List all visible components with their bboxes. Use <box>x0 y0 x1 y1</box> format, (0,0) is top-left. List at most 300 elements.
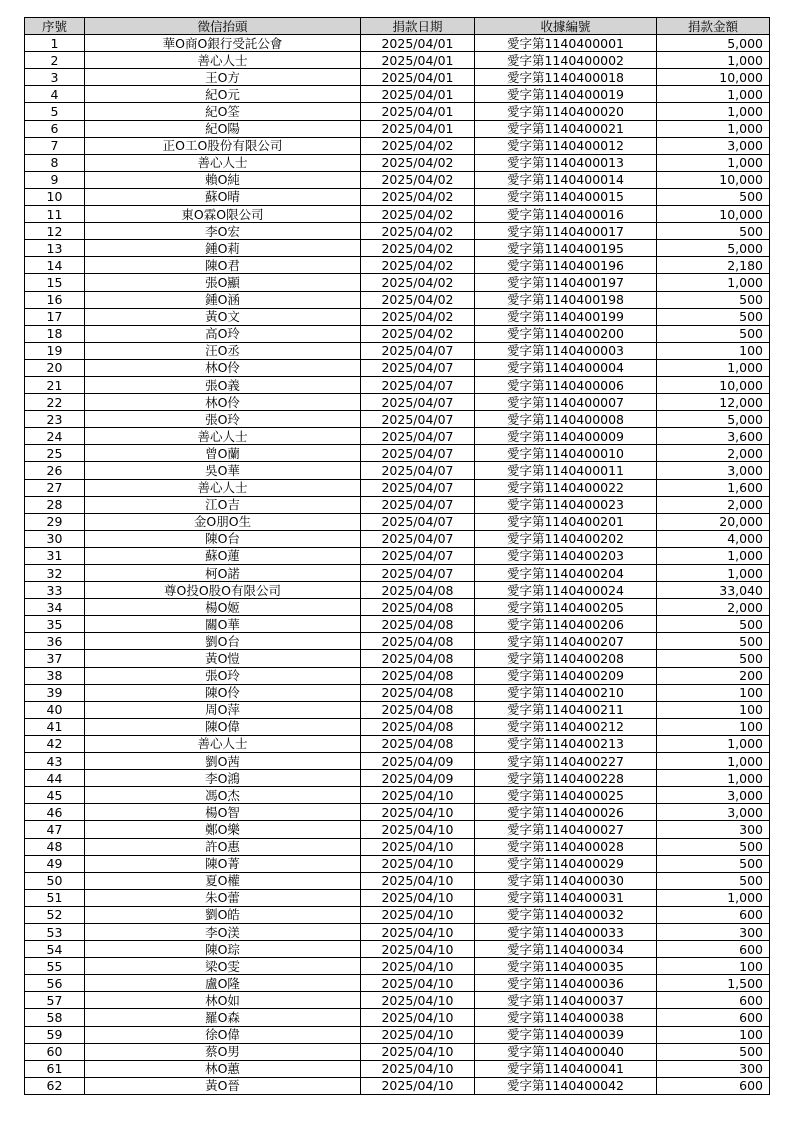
donation-amount-cell: 1,000 <box>657 154 770 171</box>
donation-amount-cell: 3,000 <box>657 462 770 479</box>
recipient-title-cell: 黃O文 <box>85 308 361 325</box>
table-row <box>25 154 770 171</box>
donation-amount-cell: 600 <box>657 1077 770 1094</box>
donation-date-cell: 2025/04/07 <box>361 513 475 530</box>
serial-number-cell: 38 <box>25 667 85 684</box>
recipient-title-cell: 柯O諾 <box>85 565 361 582</box>
recipient-title-cell: 蘇O蓮 <box>85 547 361 564</box>
donation-amount-cell: 500 <box>657 291 770 308</box>
receipt-number-cell: 愛字第1140400002 <box>475 52 657 69</box>
donation-amount-cell: 500 <box>657 223 770 240</box>
serial-number-cell: 26 <box>25 462 85 479</box>
recipient-title-cell: 江O吉 <box>85 496 361 513</box>
donation-date-cell: 2025/04/10 <box>361 992 475 1009</box>
serial-number-cell: 42 <box>25 735 85 752</box>
recipient-title-cell: 陳O台 <box>85 530 361 547</box>
donation-date-cell: 2025/04/01 <box>361 120 475 137</box>
table-row <box>25 923 770 940</box>
donation-amount-cell: 5,000 <box>657 240 770 257</box>
donation-amount-cell: 500 <box>657 308 770 325</box>
recipient-title-cell: 善心人士 <box>85 154 361 171</box>
recipient-title-cell: 陳O伶 <box>85 684 361 701</box>
serial-number-cell: 60 <box>25 1043 85 1060</box>
donation-date-cell: 2025/04/10 <box>361 804 475 821</box>
table-row <box>25 291 770 308</box>
receipt-number-cell: 愛字第1140400201 <box>475 513 657 530</box>
table-row <box>25 599 770 616</box>
donation-date-cell: 2025/04/10 <box>361 821 475 838</box>
recipient-title-cell: 陳O菁 <box>85 855 361 872</box>
donation-amount-cell: 2,000 <box>657 496 770 513</box>
donation-date-cell: 2025/04/02 <box>361 257 475 274</box>
donation-table <box>24 17 770 1095</box>
donation-date-cell: 2025/04/10 <box>361 941 475 958</box>
recipient-title-cell: 李O鴻 <box>85 770 361 787</box>
receipt-number-cell: 愛字第1140400042 <box>475 1077 657 1094</box>
table-row <box>25 428 770 445</box>
donation-date-cell: 2025/04/08 <box>361 650 475 667</box>
serial-number-cell: 11 <box>25 206 85 223</box>
donation-amount-cell: 100 <box>657 684 770 701</box>
donation-date-cell: 2025/04/10 <box>361 1026 475 1043</box>
donation-date-cell: 2025/04/10 <box>361 1043 475 1060</box>
table-row <box>25 821 770 838</box>
recipient-title-cell: 張O顯 <box>85 274 361 291</box>
receipt-number-cell: 愛字第1140400040 <box>475 1043 657 1060</box>
serial-number-cell: 5 <box>25 103 85 120</box>
table-row <box>25 975 770 992</box>
serial-number-cell: 35 <box>25 616 85 633</box>
recipient-title-cell: 劉O台 <box>85 633 361 650</box>
recipient-title-cell: 陳O君 <box>85 257 361 274</box>
donation-amount-cell: 300 <box>657 1060 770 1077</box>
serial-number-cell: 44 <box>25 770 85 787</box>
donation-amount-cell: 500 <box>657 616 770 633</box>
recipient-title-cell: 張O玲 <box>85 667 361 684</box>
table-row <box>25 787 770 804</box>
serial-number-cell: 8 <box>25 154 85 171</box>
donation-amount-cell: 1,000 <box>657 359 770 376</box>
receipt-number-cell: 愛字第1140400209 <box>475 667 657 684</box>
table-row <box>25 1009 770 1026</box>
table-row <box>25 342 770 359</box>
donation-date-cell: 2025/04/07 <box>361 496 475 513</box>
receipt-number-cell: 愛字第1140400202 <box>475 530 657 547</box>
receipt-number-cell: 愛字第1140400205 <box>475 599 657 616</box>
recipient-title-cell: 梁O雯 <box>85 958 361 975</box>
recipient-title-cell: 黃O晉 <box>85 1077 361 1094</box>
table-row <box>25 103 770 120</box>
table-row <box>25 1026 770 1043</box>
donation-date-cell: 2025/04/01 <box>361 35 475 52</box>
donation-amount-cell: 1,000 <box>657 274 770 291</box>
receipt-number-cell: 愛字第1140400211 <box>475 701 657 718</box>
serial-number-cell: 61 <box>25 1060 85 1077</box>
donation-date-cell: 2025/04/08 <box>361 633 475 650</box>
serial-number-cell: 29 <box>25 513 85 530</box>
receipt-number-cell: 愛字第1140400034 <box>475 941 657 958</box>
table-row <box>25 872 770 889</box>
recipient-title-cell: 楊O智 <box>85 804 361 821</box>
receipt-number-cell: 愛字第1140400208 <box>475 650 657 667</box>
receipt-number-cell: 愛字第1140400196 <box>475 257 657 274</box>
serial-number-cell: 18 <box>25 325 85 342</box>
receipt-number-cell: 愛字第1140400011 <box>475 462 657 479</box>
serial-number-cell: 10 <box>25 188 85 205</box>
recipient-title-cell: 善心人士 <box>85 479 361 496</box>
receipt-number-cell: 愛字第1140400009 <box>475 428 657 445</box>
receipt-number-cell: 愛字第1140400207 <box>475 633 657 650</box>
recipient-title-cell: 鄭O樂 <box>85 821 361 838</box>
recipient-title-cell: 黃O愷 <box>85 650 361 667</box>
receipt-number-cell: 愛字第1140400022 <box>475 479 657 496</box>
receipt-number-cell: 愛字第1140400010 <box>475 445 657 462</box>
receipt-number-cell: 愛字第1140400016 <box>475 206 657 223</box>
recipient-title-cell: 盧O隆 <box>85 975 361 992</box>
table-row <box>25 52 770 69</box>
table-header-row <box>25 18 770 35</box>
donation-amount-cell: 500 <box>657 188 770 205</box>
donation-date-cell: 2025/04/10 <box>361 958 475 975</box>
receipt-number-cell: 愛字第1140400017 <box>475 223 657 240</box>
donation-amount-cell: 3,000 <box>657 787 770 804</box>
donation-amount-cell: 500 <box>657 855 770 872</box>
donation-date-cell: 2025/04/02 <box>361 223 475 240</box>
serial-number-cell: 56 <box>25 975 85 992</box>
recipient-title-cell: 李O渼 <box>85 923 361 940</box>
donation-amount-cell: 200 <box>657 667 770 684</box>
receipt-number-cell: 愛字第1140400204 <box>475 565 657 582</box>
recipient-title-cell: 林O伶 <box>85 359 361 376</box>
donation-amount-cell: 2,000 <box>657 599 770 616</box>
donation-date-cell: 2025/04/02 <box>361 171 475 188</box>
donation-date-cell: 2025/04/02 <box>361 206 475 223</box>
donation-date-cell: 2025/04/09 <box>361 770 475 787</box>
table-row <box>25 223 770 240</box>
table-row <box>25 684 770 701</box>
table-row <box>25 359 770 376</box>
donation-date-cell: 2025/04/02 <box>361 240 475 257</box>
serial-number-cell: 9 <box>25 171 85 188</box>
recipient-title-cell: 蔡O男 <box>85 1043 361 1060</box>
table-row <box>25 394 770 411</box>
serial-number-cell: 16 <box>25 291 85 308</box>
recipient-title-cell: 夏O權 <box>85 872 361 889</box>
recipient-title-cell: 蘇O晴 <box>85 188 361 205</box>
serial-number-cell: 30 <box>25 530 85 547</box>
receipt-number-cell: 愛字第1140400007 <box>475 394 657 411</box>
donation-date-cell: 2025/04/10 <box>361 1060 475 1077</box>
donation-date-cell: 2025/04/07 <box>361 376 475 393</box>
donation-amount-cell: 10,000 <box>657 69 770 86</box>
serial-number-cell: 41 <box>25 718 85 735</box>
donation-amount-cell: 10,000 <box>657 171 770 188</box>
donation-date-cell: 2025/04/10 <box>361 889 475 906</box>
recipient-title-cell: 尊O投O股O有限公司 <box>85 582 361 599</box>
receipt-number-cell: 愛字第1140400032 <box>475 906 657 923</box>
serial-number-cell: 4 <box>25 86 85 103</box>
donation-amount-cell: 1,600 <box>657 479 770 496</box>
donation-amount-cell: 600 <box>657 1009 770 1026</box>
table-row <box>25 171 770 188</box>
header-donation-amount: 捐款金額 <box>657 18 770 35</box>
table-row <box>25 479 770 496</box>
receipt-number-cell: 愛字第1140400020 <box>475 103 657 120</box>
table-row <box>25 1060 770 1077</box>
donation-date-cell: 2025/04/07 <box>361 530 475 547</box>
table-row <box>25 411 770 428</box>
donation-amount-cell: 500 <box>657 633 770 650</box>
receipt-number-cell: 愛字第1140400227 <box>475 753 657 770</box>
recipient-title-cell: 徐O偉 <box>85 1026 361 1043</box>
donation-amount-cell: 100 <box>657 958 770 975</box>
donation-amount-cell: 10,000 <box>657 206 770 223</box>
donation-date-cell: 2025/04/08 <box>361 667 475 684</box>
receipt-number-cell: 愛字第1140400031 <box>475 889 657 906</box>
serial-number-cell: 43 <box>25 753 85 770</box>
receipt-number-cell: 愛字第1140400035 <box>475 958 657 975</box>
table-row <box>25 958 770 975</box>
serial-number-cell: 34 <box>25 599 85 616</box>
table-row <box>25 718 770 735</box>
donation-amount-cell: 3,600 <box>657 428 770 445</box>
table-row <box>25 530 770 547</box>
serial-number-cell: 2 <box>25 52 85 69</box>
serial-number-cell: 23 <box>25 411 85 428</box>
donation-date-cell: 2025/04/10 <box>361 923 475 940</box>
recipient-title-cell: 善心人士 <box>85 52 361 69</box>
donation-date-cell: 2025/04/07 <box>361 445 475 462</box>
donation-amount-cell: 600 <box>657 906 770 923</box>
receipt-number-cell: 愛字第1140400212 <box>475 718 657 735</box>
donation-date-cell: 2025/04/07 <box>361 428 475 445</box>
serial-number-cell: 33 <box>25 582 85 599</box>
donation-amount-cell: 12,000 <box>657 394 770 411</box>
donation-date-cell: 2025/04/08 <box>361 735 475 752</box>
serial-number-cell: 7 <box>25 137 85 154</box>
table-row <box>25 804 770 821</box>
serial-number-cell: 45 <box>25 787 85 804</box>
table-row <box>25 565 770 582</box>
donation-amount-cell: 600 <box>657 992 770 1009</box>
serial-number-cell: 40 <box>25 701 85 718</box>
donation-date-cell: 2025/04/01 <box>361 86 475 103</box>
receipt-number-cell: 愛字第1140400021 <box>475 120 657 137</box>
donation-amount-cell: 1,000 <box>657 565 770 582</box>
donation-date-cell: 2025/04/08 <box>361 718 475 735</box>
receipt-number-cell: 愛字第1140400026 <box>475 804 657 821</box>
recipient-title-cell: 朱O蕾 <box>85 889 361 906</box>
table-row <box>25 582 770 599</box>
receipt-number-cell: 愛字第1140400206 <box>475 616 657 633</box>
serial-number-cell: 46 <box>25 804 85 821</box>
donation-amount-cell: 500 <box>657 872 770 889</box>
recipient-title-cell: 馮O杰 <box>85 787 361 804</box>
donation-date-cell: 2025/04/10 <box>361 855 475 872</box>
donation-date-cell: 2025/04/01 <box>361 103 475 120</box>
donation-date-cell: 2025/04/07 <box>361 565 475 582</box>
recipient-title-cell: 紀O元 <box>85 86 361 103</box>
donation-amount-cell: 33,040 <box>657 582 770 599</box>
table-row <box>25 274 770 291</box>
receipt-number-cell: 愛字第1140400030 <box>475 872 657 889</box>
table-row <box>25 667 770 684</box>
receipt-number-cell: 愛字第1140400213 <box>475 735 657 752</box>
donation-amount-cell: 500 <box>657 838 770 855</box>
serial-number-cell: 62 <box>25 1077 85 1094</box>
donation-amount-cell: 3,000 <box>657 137 770 154</box>
table-row <box>25 941 770 958</box>
serial-number-cell: 1 <box>25 35 85 52</box>
table-row <box>25 753 770 770</box>
table-row <box>25 35 770 52</box>
donation-amount-cell: 1,000 <box>657 735 770 752</box>
donation-amount-cell: 300 <box>657 923 770 940</box>
table-row <box>25 120 770 137</box>
receipt-number-cell: 愛字第1140400039 <box>475 1026 657 1043</box>
donation-amount-cell: 5,000 <box>657 411 770 428</box>
serial-number-cell: 52 <box>25 906 85 923</box>
donation-date-cell: 2025/04/02 <box>361 325 475 342</box>
serial-number-cell: 59 <box>25 1026 85 1043</box>
recipient-title-cell: 王O方 <box>85 69 361 86</box>
serial-number-cell: 6 <box>25 120 85 137</box>
table-row <box>25 1077 770 1094</box>
donation-date-cell: 2025/04/02 <box>361 308 475 325</box>
donation-date-cell: 2025/04/01 <box>361 69 475 86</box>
recipient-title-cell: 林O如 <box>85 992 361 1009</box>
table-row <box>25 889 770 906</box>
donation-amount-cell: 2,000 <box>657 445 770 462</box>
receipt-number-cell: 愛字第1140400023 <box>475 496 657 513</box>
donation-amount-cell: 1,000 <box>657 753 770 770</box>
serial-number-cell: 55 <box>25 958 85 975</box>
donation-amount-cell: 5,000 <box>657 35 770 52</box>
donation-date-cell: 2025/04/09 <box>361 753 475 770</box>
serial-number-cell: 57 <box>25 992 85 1009</box>
recipient-title-cell: 李O宏 <box>85 223 361 240</box>
table-row <box>25 906 770 923</box>
donation-date-cell: 2025/04/02 <box>361 137 475 154</box>
table-row <box>25 376 770 393</box>
receipt-number-cell: 愛字第1140400037 <box>475 992 657 1009</box>
receipt-number-cell: 愛字第1140400029 <box>475 855 657 872</box>
donation-date-cell: 2025/04/10 <box>361 787 475 804</box>
table-row <box>25 547 770 564</box>
donation-date-cell: 2025/04/02 <box>361 154 475 171</box>
donation-date-cell: 2025/04/10 <box>361 838 475 855</box>
donation-amount-cell: 1,500 <box>657 975 770 992</box>
receipt-number-cell: 愛字第1140400197 <box>475 274 657 291</box>
serial-number-cell: 58 <box>25 1009 85 1026</box>
serial-number-cell: 37 <box>25 650 85 667</box>
donation-amount-cell: 1,000 <box>657 547 770 564</box>
receipt-number-cell: 愛字第1140400203 <box>475 547 657 564</box>
table-row <box>25 735 770 752</box>
recipient-title-cell: 賴O純 <box>85 171 361 188</box>
donation-date-cell: 2025/04/07 <box>361 394 475 411</box>
receipt-number-cell: 愛字第1140400028 <box>475 838 657 855</box>
recipient-title-cell: 羅O森 <box>85 1009 361 1026</box>
donation-amount-cell: 500 <box>657 325 770 342</box>
donation-amount-cell: 1,000 <box>657 103 770 120</box>
recipient-title-cell: 善心人士 <box>85 428 361 445</box>
recipient-title-cell: 紀O陽 <box>85 120 361 137</box>
receipt-number-cell: 愛字第1140400195 <box>475 240 657 257</box>
serial-number-cell: 36 <box>25 633 85 650</box>
donation-date-cell: 2025/04/08 <box>361 599 475 616</box>
receipt-number-cell: 愛字第1140400014 <box>475 171 657 188</box>
serial-number-cell: 32 <box>25 565 85 582</box>
donation-amount-cell: 500 <box>657 1043 770 1060</box>
serial-number-cell: 49 <box>25 855 85 872</box>
serial-number-cell: 27 <box>25 479 85 496</box>
recipient-title-cell: 周O萍 <box>85 701 361 718</box>
recipient-title-cell: 鍾O莉 <box>85 240 361 257</box>
donation-date-cell: 2025/04/10 <box>361 906 475 923</box>
table-row <box>25 240 770 257</box>
recipient-title-cell: 劉O皓 <box>85 906 361 923</box>
recipient-title-cell: 許O惠 <box>85 838 361 855</box>
donation-amount-cell: 20,000 <box>657 513 770 530</box>
donation-amount-cell: 100 <box>657 701 770 718</box>
table-row <box>25 701 770 718</box>
serial-number-cell: 25 <box>25 445 85 462</box>
receipt-number-cell: 愛字第1140400006 <box>475 376 657 393</box>
serial-number-cell: 20 <box>25 359 85 376</box>
donation-date-cell: 2025/04/02 <box>361 188 475 205</box>
table-row <box>25 206 770 223</box>
recipient-title-cell: 善心人士 <box>85 735 361 752</box>
receipt-number-cell: 愛字第1140400041 <box>475 1060 657 1077</box>
recipient-title-cell: 劉O茜 <box>85 753 361 770</box>
donation-date-cell: 2025/04/07 <box>361 462 475 479</box>
table-row <box>25 513 770 530</box>
receipt-number-cell: 愛字第1140400036 <box>475 975 657 992</box>
receipt-number-cell: 愛字第1140400228 <box>475 770 657 787</box>
table-row <box>25 855 770 872</box>
recipient-title-cell: 張O玲 <box>85 411 361 428</box>
donation-date-cell: 2025/04/08 <box>361 684 475 701</box>
donation-amount-cell: 100 <box>657 718 770 735</box>
donation-amount-cell: 500 <box>657 650 770 667</box>
donation-amount-cell: 10,000 <box>657 376 770 393</box>
serial-number-cell: 54 <box>25 941 85 958</box>
serial-number-cell: 14 <box>25 257 85 274</box>
donation-date-cell: 2025/04/10 <box>361 975 475 992</box>
serial-number-cell: 39 <box>25 684 85 701</box>
recipient-title-cell: 陳O偉 <box>85 718 361 735</box>
serial-number-cell: 24 <box>25 428 85 445</box>
donation-amount-cell: 1,000 <box>657 86 770 103</box>
table-row <box>25 650 770 667</box>
header-serial-number: 序號 <box>25 18 85 35</box>
receipt-number-cell: 愛字第1140400004 <box>475 359 657 376</box>
donation-date-cell: 2025/04/07 <box>361 342 475 359</box>
serial-number-cell: 48 <box>25 838 85 855</box>
serial-number-cell: 31 <box>25 547 85 564</box>
serial-number-cell: 15 <box>25 274 85 291</box>
receipt-number-cell: 愛字第1140400199 <box>475 308 657 325</box>
receipt-number-cell: 愛字第1140400033 <box>475 923 657 940</box>
donation-date-cell: 2025/04/08 <box>361 701 475 718</box>
table-row <box>25 69 770 86</box>
receipt-number-cell: 愛字第1140400013 <box>475 154 657 171</box>
donation-date-cell: 2025/04/02 <box>361 291 475 308</box>
serial-number-cell: 12 <box>25 223 85 240</box>
table-row <box>25 445 770 462</box>
receipt-number-cell: 愛字第1140400200 <box>475 325 657 342</box>
